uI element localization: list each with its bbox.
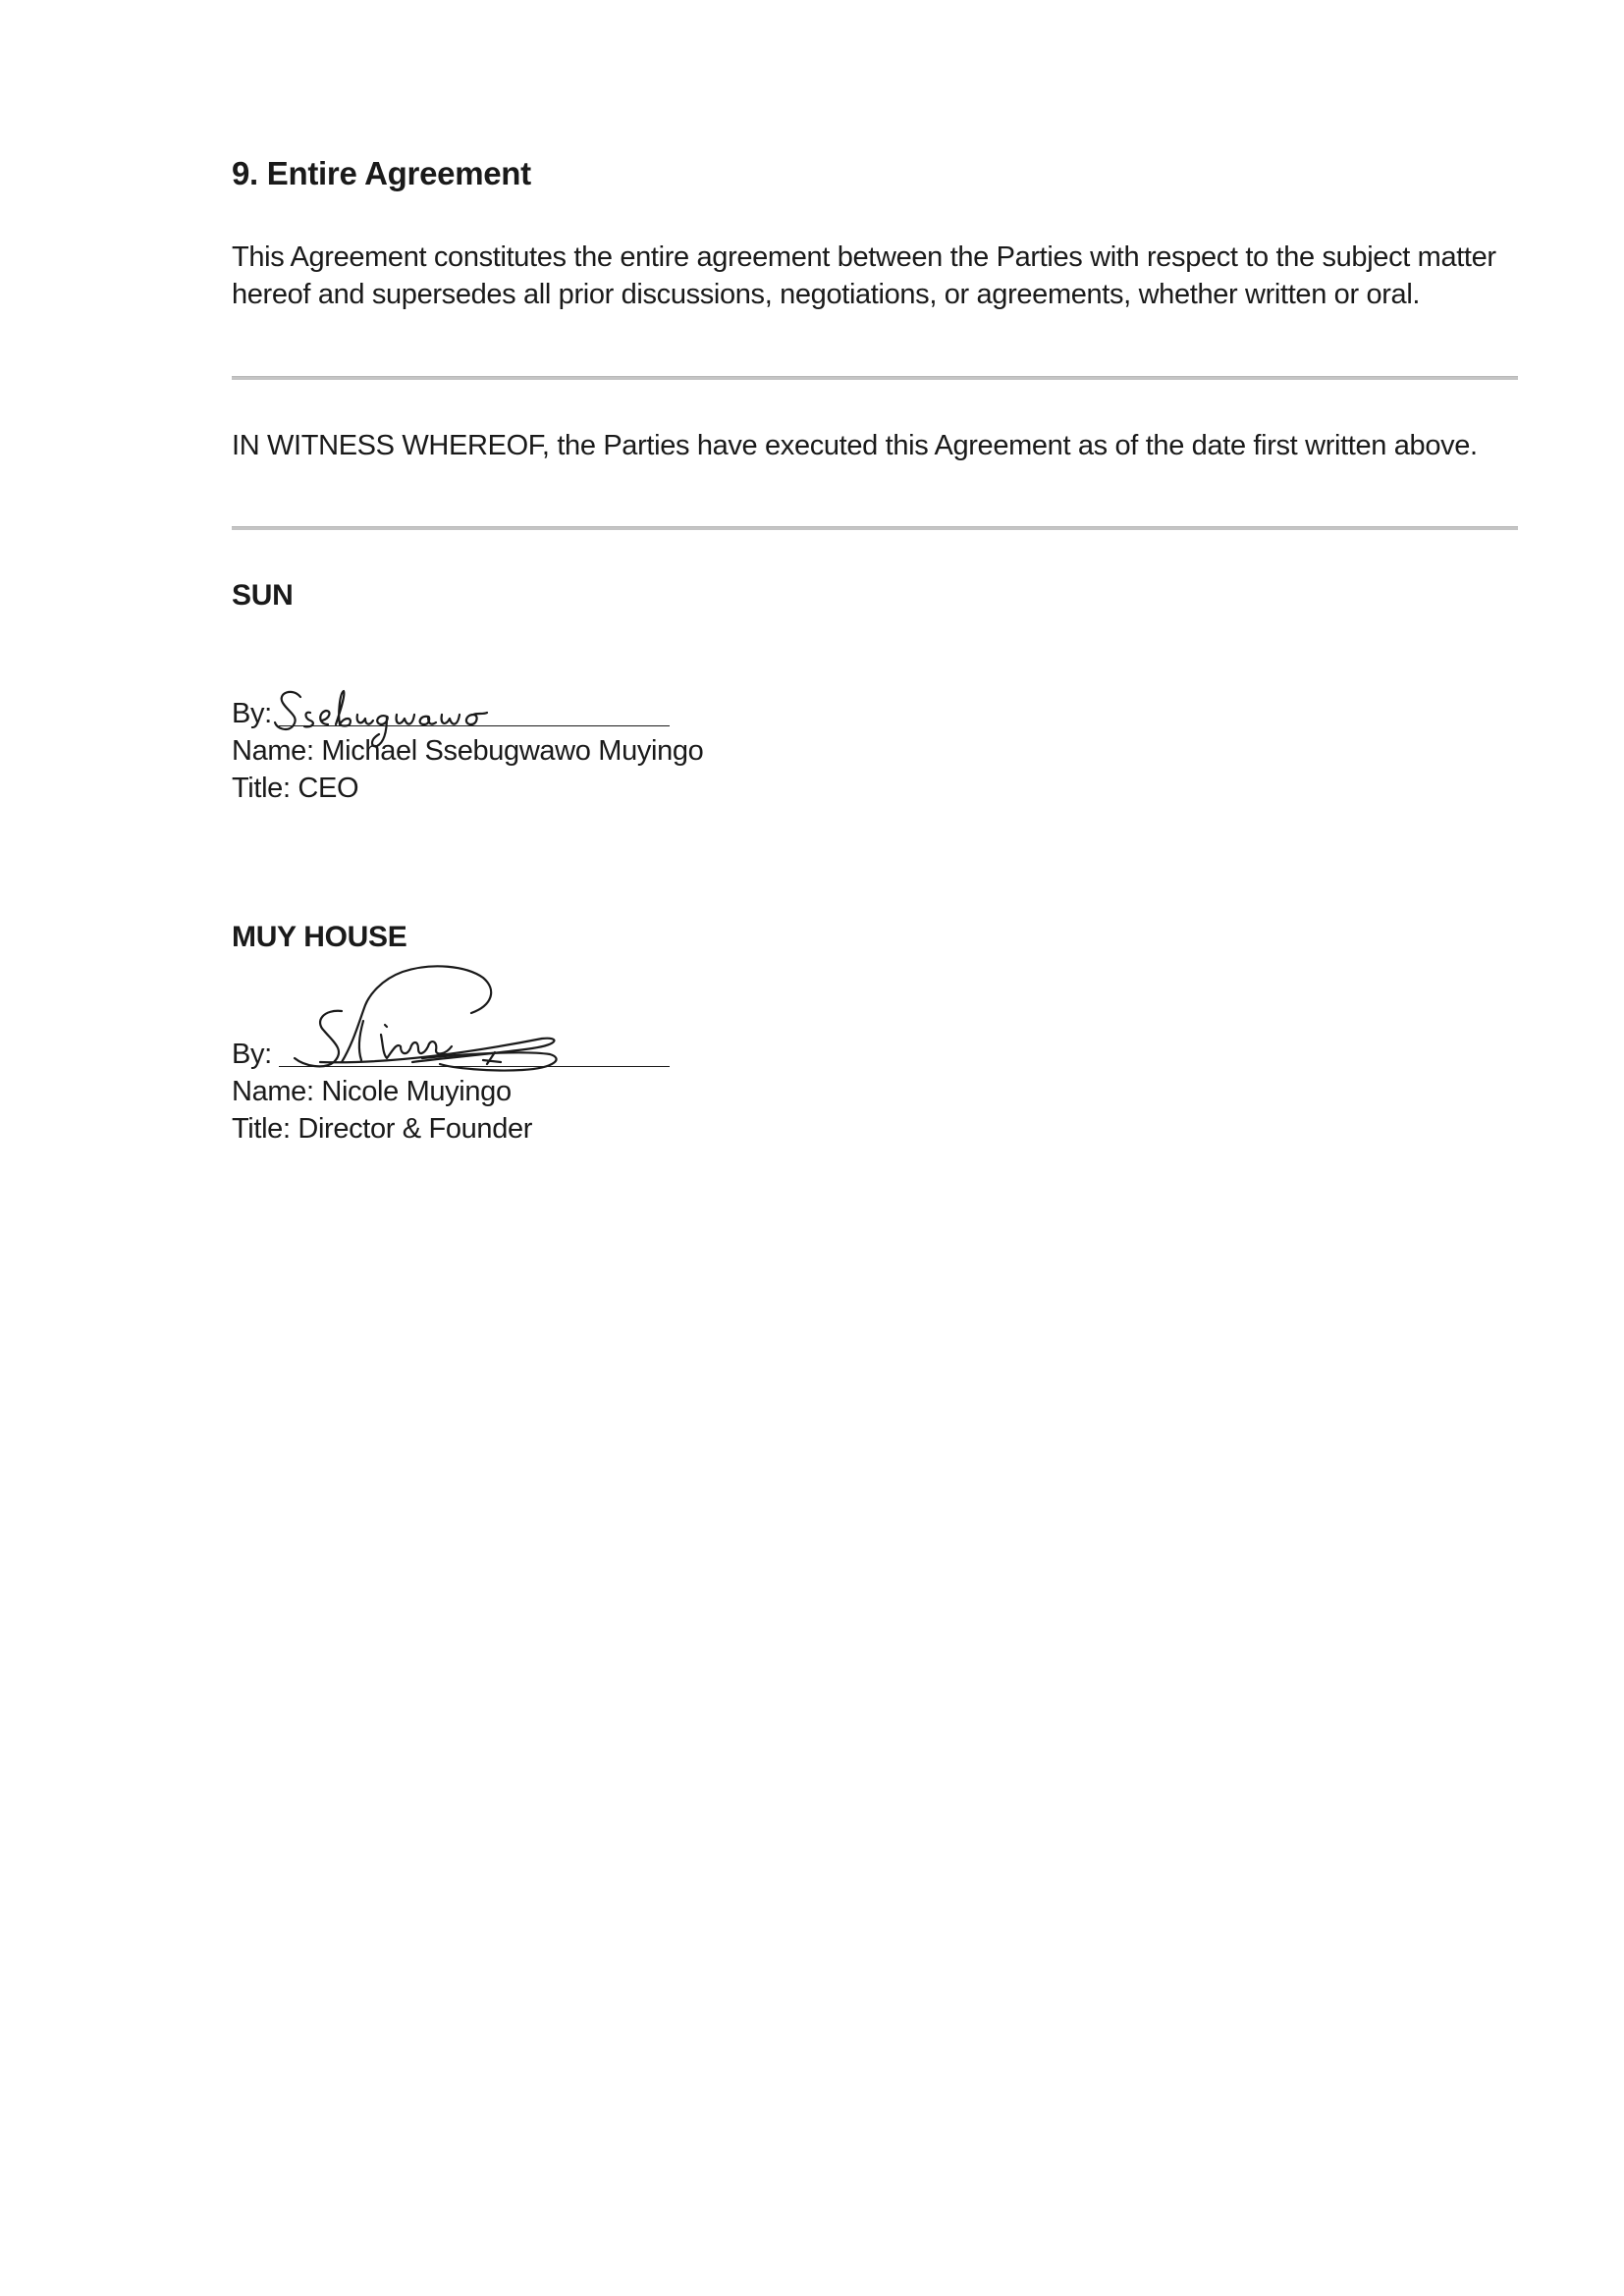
by-label: By: bbox=[232, 1039, 272, 1070]
section-body-line-2: hereof and supersedes all prior discussions, negotiations, or agreements, whether written or oral. bbox=[232, 279, 1421, 310]
signature-nicole bbox=[265, 952, 619, 1090]
divider-top bbox=[232, 376, 1518, 380]
section-heading: 9. Entire Agreement bbox=[232, 155, 531, 191]
signatory-title: Title: CEO bbox=[232, 773, 359, 804]
signatory-name: Name: Michael Ssebugwawo Muyingo bbox=[232, 735, 704, 767]
signatory-title: Title: Director & Founder bbox=[232, 1113, 533, 1145]
divider-bottom bbox=[232, 526, 1518, 530]
witness-clause: IN WITNESS WHEREOF, the Parties have executed this Agreement as of the date first written above. bbox=[232, 430, 1478, 461]
section-body-line-1: This Agreement constitutes the entire agreement between the Parties with respect to the subject matter bbox=[232, 241, 1496, 273]
by-label: By: bbox=[232, 698, 272, 729]
section-body bbox=[232, 239, 1508, 313]
signature-line bbox=[279, 1066, 670, 1067]
party-name-sun: SUN bbox=[232, 579, 294, 612]
party-name-muy-house: MUY HOUSE bbox=[232, 921, 407, 953]
signatory-name: Name: Nicole Muyingo bbox=[232, 1076, 512, 1107]
